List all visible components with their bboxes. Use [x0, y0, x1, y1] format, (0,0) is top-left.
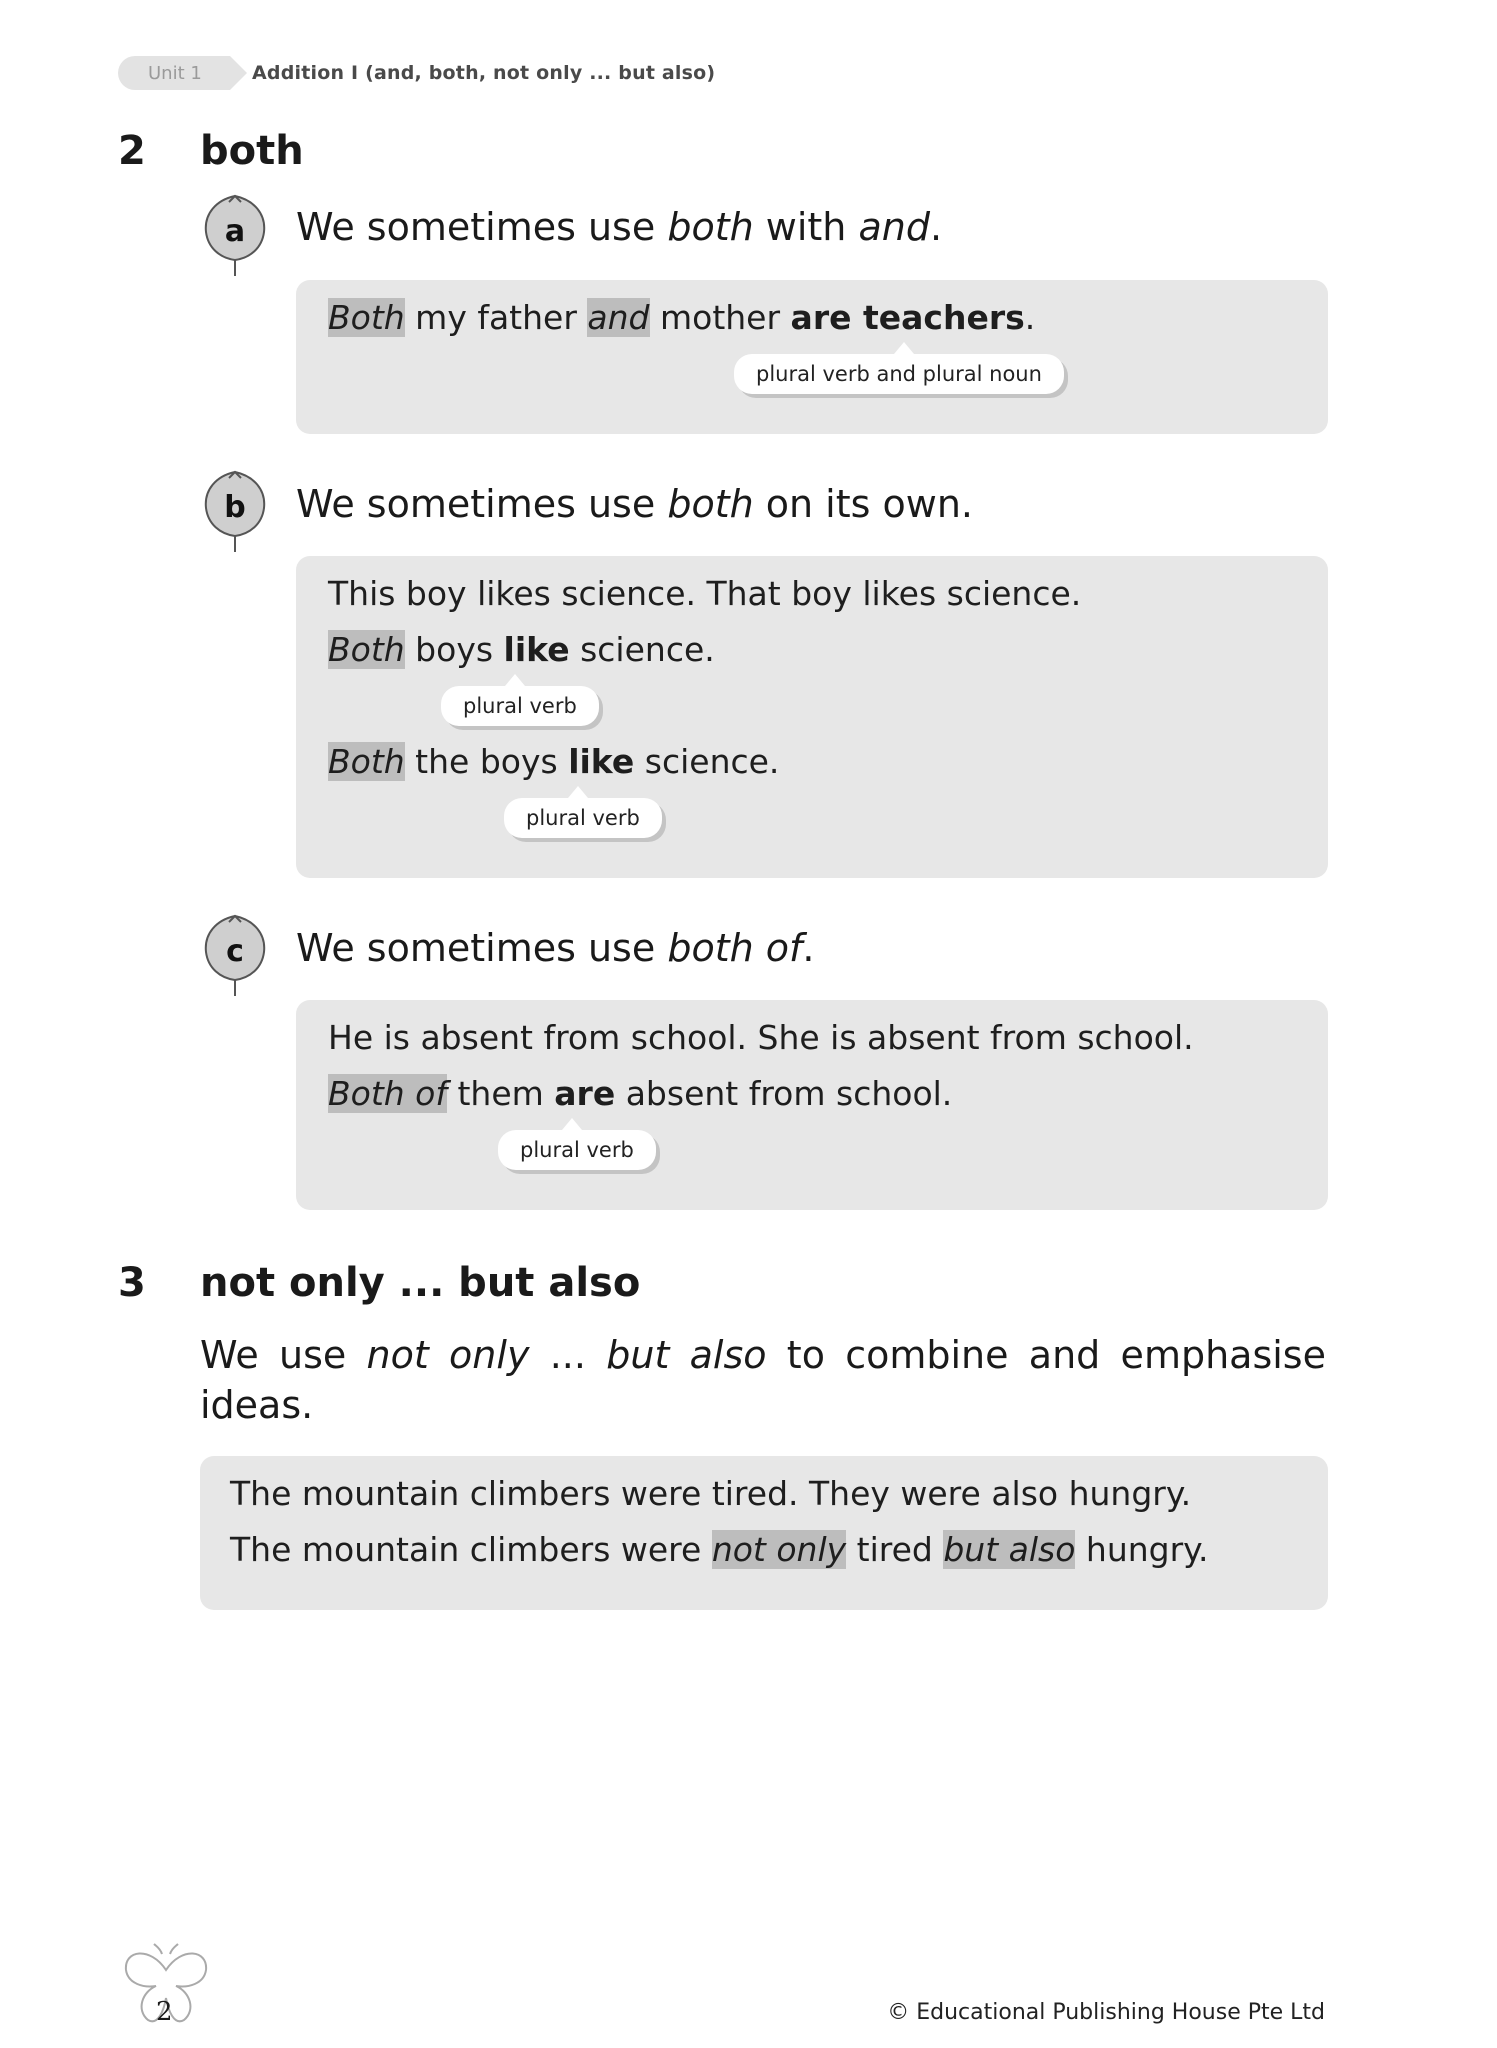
- subsection-a-heading: We sometimes use both with and.: [296, 205, 943, 249]
- leaf-bullet-b-icon: [198, 468, 272, 554]
- callout-plural-verb-noun: plural verb and plural noun: [734, 354, 1064, 394]
- section-3-number: 3: [118, 1260, 146, 1306]
- example-a-sentence: Both my father and mother are teachers.: [328, 298, 1036, 337]
- example-3-line-1: The mountain climbers were tired. They were also hungry.: [230, 1474, 1192, 1513]
- copyright-notice: © Educational Publishing House Pte Ltd: [887, 2000, 1325, 2025]
- callout-plural-verb-3: plural verb: [498, 1130, 656, 1170]
- unit-tab: [118, 56, 230, 90]
- example-3-line-2: The mountain climbers were not only tired but also hungry.: [230, 1530, 1209, 1569]
- example-c-line-1: He is absent from school. She is absent from school.: [328, 1018, 1194, 1057]
- bullet-letter-b: b: [224, 490, 246, 525]
- subsection-c-heading: We sometimes use both of.: [296, 926, 815, 970]
- bullet-letter-c: c: [226, 934, 244, 969]
- callout-plural-verb-1: plural verb: [441, 686, 599, 726]
- example-box-a: [296, 280, 1328, 434]
- callout-plural-verb-2: plural verb: [504, 798, 662, 838]
- section-2-title: both: [200, 128, 304, 174]
- example-b-line-3: Both the boys like science.: [328, 742, 780, 781]
- example-box-c: [296, 1000, 1328, 1210]
- example-b-line-1: This boy likes science. That boy likes science.: [328, 574, 1082, 613]
- bullet-letter-a: a: [224, 214, 246, 249]
- page-number: 2: [156, 1997, 173, 2027]
- example-b-line-2: Both boys like science.: [328, 630, 715, 669]
- leaf-bullet-a-icon: [198, 192, 272, 278]
- section-3-title: not only ... but also: [200, 1260, 641, 1306]
- unit-label: Unit 1: [148, 62, 202, 84]
- section-2-number: 2: [118, 128, 146, 174]
- subsection-b-heading: We sometimes use both on its own.: [296, 482, 974, 526]
- leaf-bullet-c-icon: [198, 912, 272, 998]
- example-box-b: [296, 556, 1328, 878]
- header-title: Addition I (and, both, not only ... but also): [252, 62, 716, 84]
- running-header: [118, 56, 715, 90]
- example-box-3: [200, 1456, 1328, 1610]
- example-c-line-2: Both of them are absent from school.: [328, 1074, 953, 1113]
- section-3-description: We use not only ... but also to combine and emphasise ideas.: [200, 1333, 1326, 1427]
